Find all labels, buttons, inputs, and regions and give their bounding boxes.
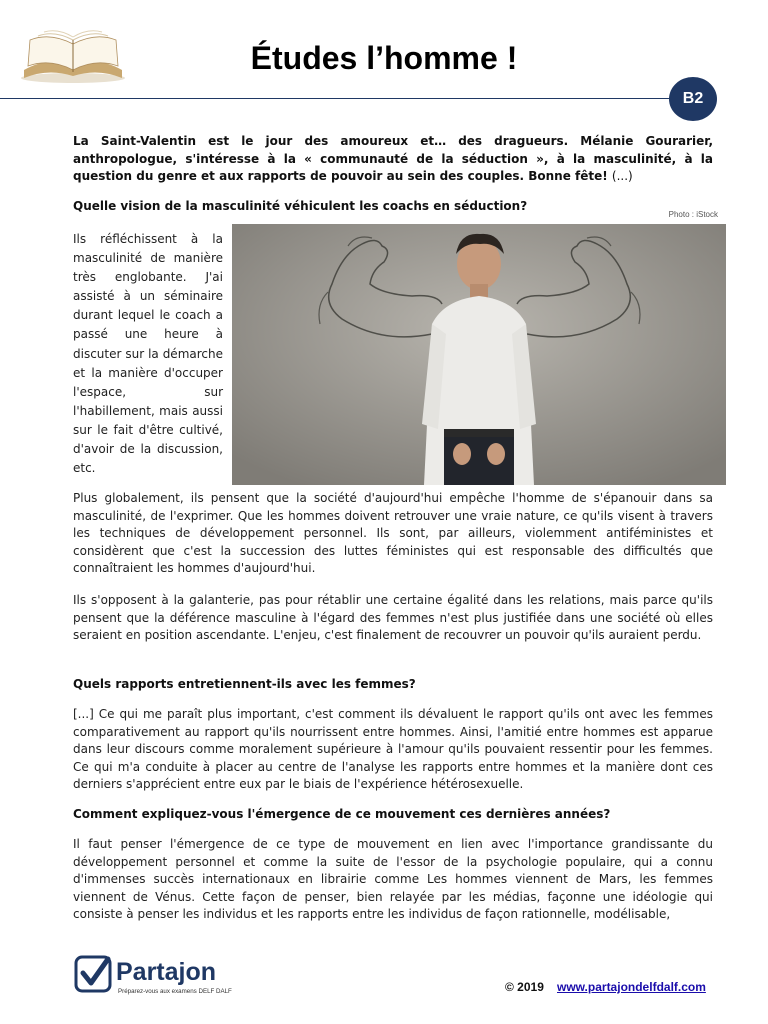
photo-credit: Photo : iStock <box>668 210 718 219</box>
website-link[interactable]: www.partajondelfdalf.com <box>557 980 706 994</box>
intro-paragraph <box>73 133 713 186</box>
answer-paragraph: Il faut penser l'émergence de ce type de mouvement en lien avec l'importance grandissante du développement personnel et comme la suite de l'essor de la psychologie populaire, qui a connu d'immenses succès internationaux en librairie comme Les hommes viennent de Mars, les femmes viennent de Vénus. Cette façon de penser, bien relayée par les médias, façonne une idéologie qui consiste à penser les individus et les rapports entre les individus de façon rationnelle, modélisable, <box>73 837 713 921</box>
partajon-logo <box>74 953 274 997</box>
copyright-text: © 2019 <box>505 980 544 994</box>
intro-lead: La Saint-Valentin est le jour des amoureux et… des dragueurs. Mélanie Gourarier, anthropologue, s'intéresse à la « communauté de la séduction », à la masculinité, à la question du genre et aux rapports de pouvoir au sein des couples. Bonne fête! <box>73 134 713 183</box>
answer-side-text-main: Ils réfléchissent à la masculinité de manière très englobante. J'ai assisté à un séminaire durant lequel le coach a passé une heure à discuter sur la démarche et la manière d'occuper l'espace, sur l'habillement, mais aussi sur le fait d'être cultivé, d'avoir de la <box>73 232 223 457</box>
page-title: Études l’homme ! <box>250 40 518 76</box>
question-heading: Comment expliquez-vous l'émergence de ce mouvement ces dernières années? <box>73 807 611 821</box>
article-photo <box>232 224 726 485</box>
answer-side-text-end: discussion, etc. <box>73 442 223 476</box>
brand-tagline: Préparez-vous aux examens DELF DALF <box>118 988 232 995</box>
answer-paragraph: Plus globalement, ils pensent que la société d'aujourd'hui empêche l'homme de s'épanouir dans sa masculinité, de l'exprimer. Que les hommes doivent retrouver une vraie nature, ce qu'ils visent à travers les techniques de développement personnel. Ils sont, par ailleurs, violemment antiféministes et considèrent que c'est la succession des luttes féministes qui est responsable des difficultés que connaîtraient les hommes d'aujourd'hui. <box>73 491 713 575</box>
brand-name: Partajon <box>116 958 217 986</box>
answer-side-text <box>73 230 223 478</box>
question-heading: Quels rapports entretiennent-ils avec les femmes? <box>73 677 416 691</box>
level-badge: B2 <box>669 77 717 121</box>
intro-ellipsis: (...) <box>611 169 633 183</box>
answer-paragraph: Ils s'opposent à la galanterie, pas pour rétablir une certaine égalité dans les relations, mais parce qu'ils pensent que la déférence masculine à l'égard des femmes n'est plus justifiée dans une société où elles seraient en position ascendante. L'enjeu, c'est finalement de recouvrer un pouvoir qu'ils auraient perdu. <box>73 593 713 642</box>
header-divider <box>0 98 700 99</box>
question-heading: Quelle vision de la masculinité véhiculent les coachs en séduction? <box>73 199 528 213</box>
answer-paragraph: [...] Ce qui me paraît plus important, c'est comment ils dévaluent le rapport qu'ils ont avec les femmes comparativement au rapport qu'ils nourrissent entre hommes. Ainsi, l'amitié entre hommes est apparue dans leur discours comme moralement supérieure à l'amour qu'ils pouvaient ressentir pour les femmes. Ce qui m'a conduite à placer au centre de l'analyse les rapports entre hommes et la manière dont ces derniers s'apprécient entre eux par le biais de l'expérience hétérosexuelle. <box>73 707 713 791</box>
